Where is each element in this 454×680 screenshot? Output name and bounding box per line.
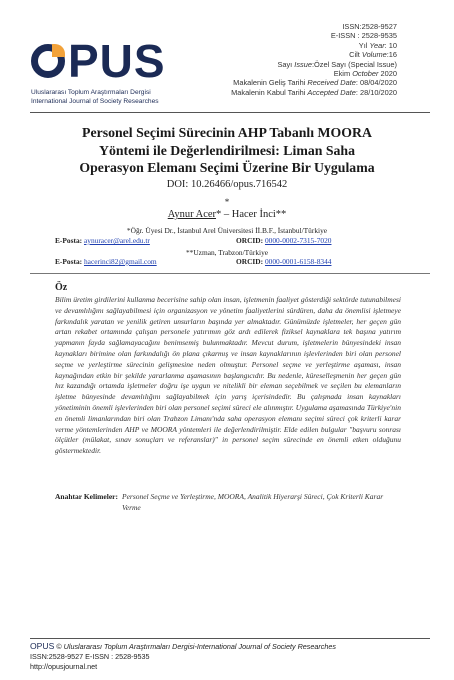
email-label: E-Posta: <box>55 236 83 245</box>
issue-label-en: Issue <box>294 59 312 69</box>
contact-1-email <box>55 236 150 245</box>
title-line-3: Operasyon Elemanı Seçimi Üzerine Bir Uygulama <box>79 160 375 175</box>
accepted-label: Makalenin Kabul Tarihi <box>231 87 306 97</box>
author-line <box>40 209 414 220</box>
issue-line <box>231 60 397 69</box>
issue-label: Sayı <box>277 59 293 69</box>
article-title <box>40 124 414 177</box>
accepted-label-en: Accepted Date <box>307 87 356 97</box>
volume-value: :16 <box>386 50 397 60</box>
received-line <box>231 78 397 87</box>
year-line <box>231 41 397 50</box>
journal-logo <box>31 35 231 106</box>
orcid-link[interactable]: 0000-0002-7315-7020 <box>264 236 332 245</box>
footer-journal: Uluslararası Toplum Araştırmaları Dergisi-International Journal of Society Researches <box>63 642 336 651</box>
year-num: 2020 <box>380 69 397 79</box>
volume-line <box>231 50 397 59</box>
footer-journal-line <box>30 641 430 652</box>
footer-issn: ISSN:2528-9527 E-ISSN : 2528-9535 <box>30 652 150 661</box>
received-label-en: Received Date <box>307 78 356 88</box>
publication-meta <box>231 22 397 97</box>
email-link[interactable]: aynuracer@arel.edu.tr <box>83 236 150 245</box>
month-line <box>231 69 397 78</box>
orcid-label: ORCID: <box>236 257 264 266</box>
contact-2-email <box>55 257 157 266</box>
eissn: E-ISSN : 2528-9535 <box>330 31 397 41</box>
footer-divider <box>30 638 430 639</box>
contact-1-orcid <box>236 236 331 245</box>
opus-wordmark <box>31 35 231 87</box>
title-line-1: Personel Seçimi Sürecinin AHP Tabanlı MOORA <box>82 125 372 140</box>
email-link[interactable]: hacerinci82@gmail.com <box>83 257 157 266</box>
month-en: October <box>352 69 379 79</box>
footer-opus: OPUS <box>30 641 55 651</box>
keywords-text: Personel Seçme ve Yerleştirme, MOORA, Analitik Hiyerarşi Süreci, Çok Kriterli Karar Verme <box>121 492 384 512</box>
logo-word-text: PUS <box>68 35 166 87</box>
page-footer <box>30 641 430 672</box>
issue-value: :Özel Sayı (Special Issue) <box>311 59 397 69</box>
issn: ISSN:2528-9527 <box>342 22 397 31</box>
author-1-mark: * – <box>216 209 232 220</box>
author-2: Hacer İnci <box>231 209 276 220</box>
keywords <box>55 492 401 514</box>
orcid-label: ORCID: <box>236 236 264 245</box>
doi: DOI: 10.26466/opus.716542 <box>166 179 288 190</box>
logo-tagline-en: International Journal of Society Researches <box>31 98 159 105</box>
author-2-mark: ** <box>275 209 287 220</box>
email-label: E-Posta: <box>55 257 83 266</box>
volume-label-en: Volume <box>361 50 387 60</box>
abstract-heading: Öz <box>55 282 68 293</box>
contact-2-orcid <box>236 257 331 266</box>
accepted-value: : 28/10/2020 <box>355 87 397 97</box>
footer-url[interactable]: http://opusjournal.net <box>30 662 98 671</box>
title-line-2: Yöntemi ile Değerlendirilmesi: Liman Saha <box>99 142 355 158</box>
volume-label: Cilt <box>349 50 360 60</box>
section-divider <box>30 273 430 274</box>
received-value: : 08/04/2020 <box>355 78 397 88</box>
logo-tagline-tr: Uluslararası Toplum Araştırmaları Dergisi <box>31 89 151 96</box>
abstract-text: Bilim üretim girdilerini kullanma becerisine sahip olan insan, işletmenin faaliyet gösterdiği sektörde tutunabilmesi ve devamlılığını sağlayabilmesi için organizasyon ve yönetim faaliyetlerini sürdüren, daha da önemlisi işletmeye farkındalık yaratan ve yenilik getiren unsurların başında yer almaktadır. Günümüzde işletmeler, her geçen gün artan rekabet ortamında çalışan personele yatırımın göz ardı edilerek fiziksel kaynaklara tek başına yatırım yapmanın fayda sağlamayacağını benimsemiş bulunmaktadır. Mevcut durum, işletmelerin bünyesindeki insan kaynakları birimine olan farkındalığı ön plana çıkarmış ve insan kaynaklarının işlevlerinden biri olan personel seçme ve yerleştirme sürecinin gelişmesine neden olmuştur. Personel seçme ve yerleştirme aşaması, insan kaynağından etkin bir şekilde yararlanma aşamasının başlangıcıdır. Bu nedenle, küreselleşmenin her geçen gün hız kazandığı ortamda işletmeler doğru işe uygun ve nitelikli bir eleman seçebilmek ve seçilen bu elemanların işletme bünyesinde devamlılığını sağlayabilmek için yarış içerisindedir. Bu çalışmada insan kaynakları yönetiminin önemli işlevlerinden biri olan personel seçimi süreci ele alınmıştır. Uygulama aşamasında Türkiye'nin en önemli limanlarından biri olan Trabzon Limanı'nda saha operasyon elemanı seçimi süreci çok kriterli karar verme yöntemlerinden AHP ve MOORA yöntemleri ile değerlendirilmiştir. Elde edilen bulgular "başvuru sonrası ölçütler (mülakat, sınav sonuçları ve referanslar)" in personel seçim sürecinde en önemli etken olduğunu göstermektedir. <box>55 295 401 456</box>
orcid-link[interactable]: 0000-0001-6158-8344 <box>264 257 332 266</box>
logo-o-mark-icon <box>31 44 65 78</box>
footnote-star: * <box>224 197 230 207</box>
affiliation-1: *Öğr. Üyesi Dr., İstanbul Arel Üniversitesi İİ.B.F., İstanbul/Türkiye <box>126 226 328 235</box>
month-tr: Ekim <box>333 69 351 79</box>
keywords-label: Anahtar Kelimeler: <box>55 492 118 501</box>
logo-tagline <box>31 88 231 106</box>
header-divider <box>30 112 430 113</box>
year-value: : 10 <box>384 40 397 50</box>
accepted-line <box>231 88 397 97</box>
author-1: Aynur Acer <box>167 209 217 220</box>
year-label-en: Year <box>369 40 385 50</box>
footer-copyright: © <box>54 642 64 651</box>
year-label: Yıl <box>358 40 368 50</box>
affiliation-2: **Uzman, Trabzon/Türkiye <box>185 248 269 257</box>
received-label: Makalenin Geliş Tarihi <box>233 78 306 88</box>
